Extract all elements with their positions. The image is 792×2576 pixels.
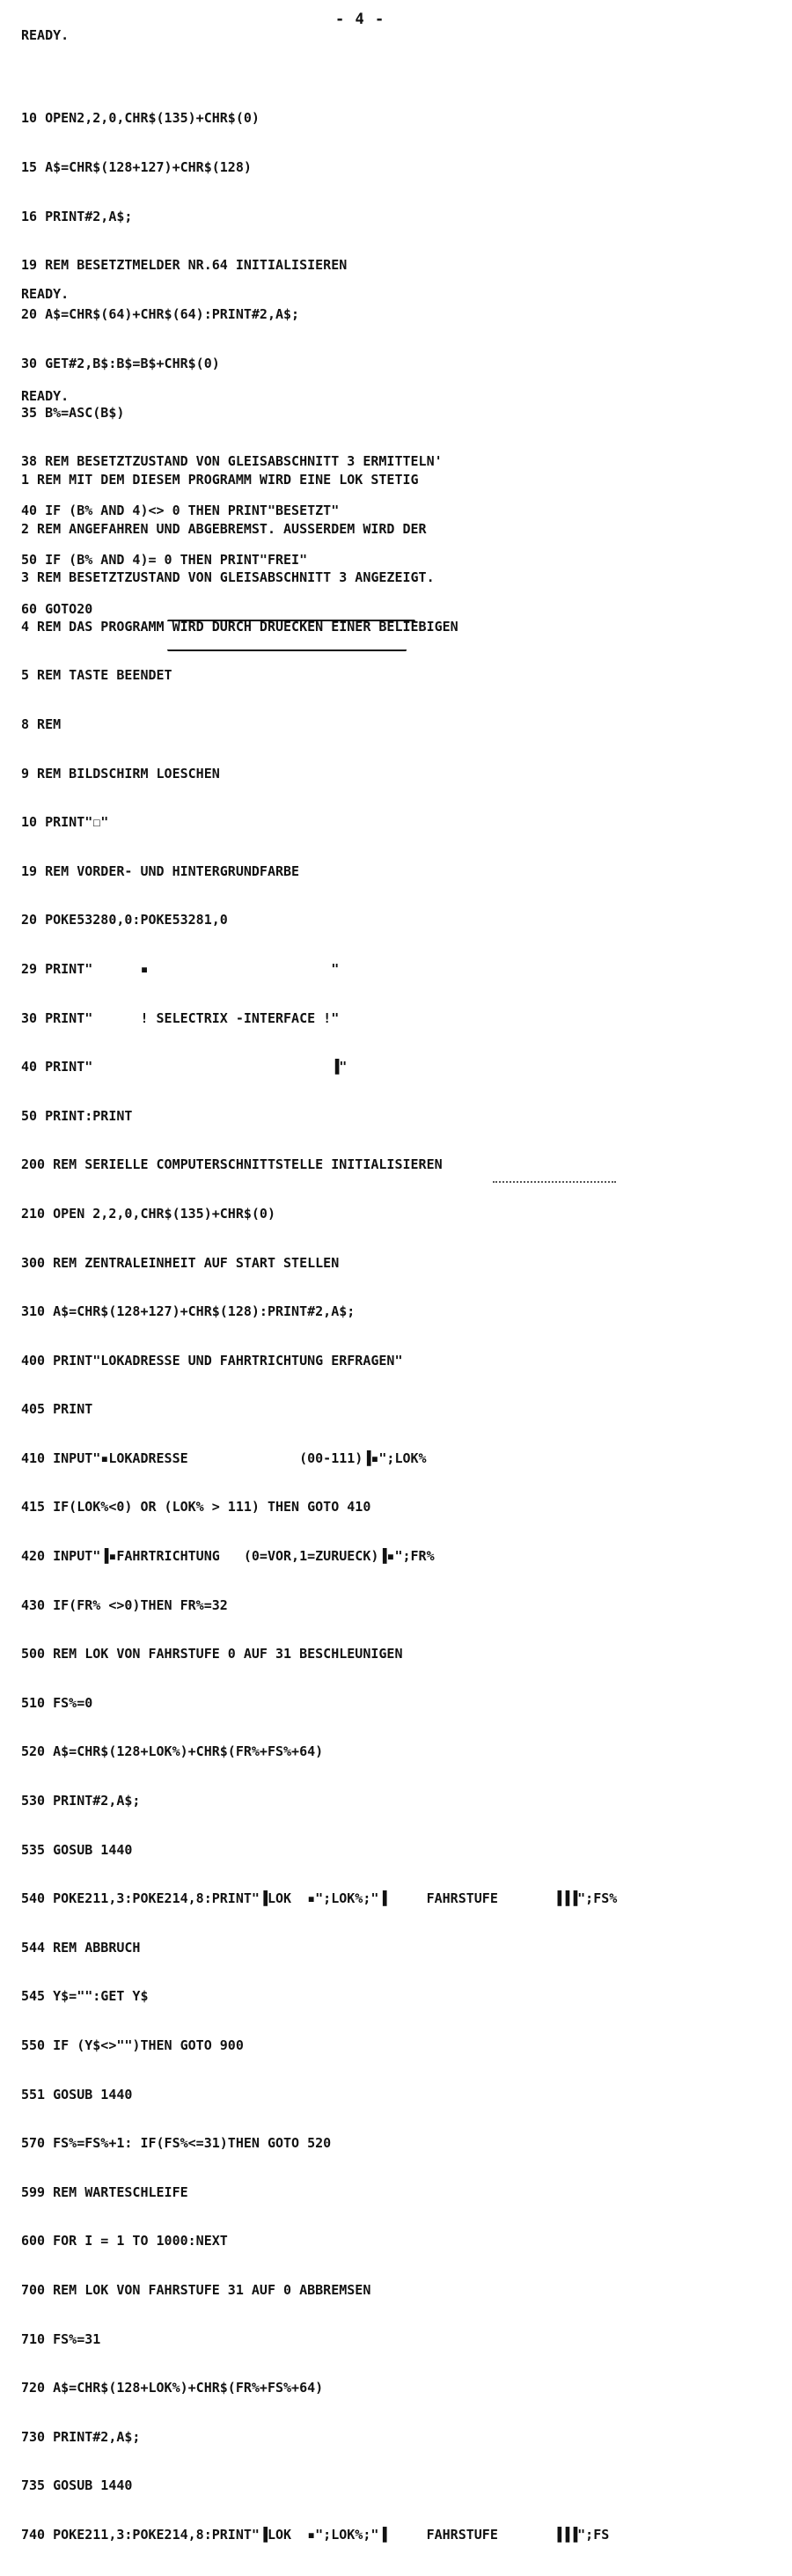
ready-prompt: READY.: [21, 27, 70, 43]
code-line: 30 PRINT" ! SELECTRIX -INTERFACE !": [21, 1009, 340, 1026]
code-line: 4 REM DAS PROGRAMM WIRD DURCH DRUECKEN EINER BELIEBIGEN: [21, 618, 458, 635]
code-line: 740 POKE211,3:POKE214,8:PRINT"▐LOK ▪";LOK%;"▐ FAHRSTUFE ▐▐▐";FS: [21, 2526, 610, 2543]
code-line: 570 FS%=FS%+1: IF(FS%<=31)THEN GOTO 520: [21, 2135, 332, 2152]
code-line: 520 A$=CHR$(128+LOK%)+CHR$(FR%+FS%+64): [21, 1743, 324, 1760]
code-line: 550 IF (Y$<>"")THEN GOTO 900: [21, 2037, 244, 2053]
code-line: 710 FS%=31: [21, 2330, 101, 2347]
code-line: 35 B%=ASC(B$): [21, 404, 125, 421]
code-line: 10 PRINT"☐": [21, 814, 109, 831]
code-line: 405 PRINT: [21, 1401, 93, 1418]
code-line: 15 A$=CHR$(128+127)+CHR$(128): [21, 158, 252, 175]
code-line: 38 REM BESETZTZUSTAND VON GLEISABSCHNITT 3 ERMITTELN': [21, 453, 443, 470]
code-line: 415 IF(LOK%<0) OR (LOK% > 111) THEN GOTO 410: [21, 1499, 371, 1516]
code-line: 29 PRINT" ▪ ": [21, 960, 340, 977]
interface-box-bottom-border: [167, 650, 407, 651]
code-line: 430 IF(FR% <>0)THEN FR%=32: [21, 1596, 228, 1613]
code-line: 2 REM ANGEFAHREN UND ABGEBREMST. AUSSERDEM WIRD DER: [21, 520, 427, 537]
code-line: 600 FOR I = 1 TO 1000:NEXT: [21, 2233, 228, 2249]
code-line: 410 INPUT"▪LOKADRESSE (00-111)▐▪";LOK%: [21, 1449, 427, 1466]
code-line: 735 GOSUB 1440: [21, 2477, 133, 2494]
code-line: 3 REM BESETZTZUSTAND VON GLEISABSCHNITT 3 ANGEZEIGT.: [21, 569, 435, 586]
code-line: 540 POKE211,3:POKE214,8:PRINT"▐LOK ▪";LOK%;"▐ FAHRSTUFE ▐▐▐";FS%: [21, 1890, 618, 1907]
code-line: 420 INPUT"▐▪FAHRTRICHTUNG (0=VOR,1=ZURUECK)▐▪";FR%: [21, 1548, 435, 1565]
code-line: 200 REM SERIELLE COMPUTERSCHNITTSTELLE INITIALISIEREN: [21, 1156, 443, 1173]
code-line: 730 PRINT#2,A$;: [21, 2428, 141, 2445]
code-line: 50 PRINT:PRINT: [21, 1107, 133, 1124]
code-line: 300 REM ZENTRALEINHEIT AUF START STELLEN: [21, 1254, 340, 1271]
code-line: 544 REM ABBRUCH: [21, 1939, 141, 1956]
code-line: 9 REM BILDSCHIRM LOESCHEN: [21, 765, 220, 782]
code-line: 40 PRINT" ▐": [21, 1059, 348, 1075]
code-line: 1 REM MIT DEM DIESEM PROGRAMM WIRD EINE LOK STETIG: [21, 472, 419, 488]
code-line: 40 IF (B% AND 4)<> 0 THEN PRINT"BESETZT": [21, 503, 340, 518]
code-line: 535 GOSUB 1440: [21, 1841, 133, 1858]
code-line: 530 PRINT#2,A$;: [21, 1793, 141, 1809]
code-line: 310 A$=CHR$(128+127)+CHR$(128):PRINT#2,A$;: [21, 1303, 356, 1320]
code-line: 16 PRINT#2,A$;: [21, 208, 133, 224]
code-line: 700 REM LOK VON FAHRSTUFE 31 AUF 0 ABBREMSEN: [21, 2281, 371, 2298]
interface-box-top-border: [167, 620, 415, 621]
code-line: 510 FS%=0: [21, 1694, 93, 1711]
code-line: 210 OPEN 2,2,0,CHR$(135)+CHR$(0): [21, 1205, 275, 1222]
code-line: 50 IF (B% AND 4)= 0 THEN PRINT"FREI": [21, 551, 308, 568]
code-line: 8 REM: [21, 716, 62, 732]
code-line: 551 GOSUB 1440: [21, 2086, 133, 2103]
program-listing-2: [21, 440, 617, 2576]
ready-prompt: READY.: [21, 388, 70, 404]
code-line: 500 REM LOK VON FAHRSTUFE 0 AUF 31 BESCHLEUNIGEN: [21, 1646, 403, 1662]
ready-prompt: READY.: [21, 286, 70, 302]
code-line: 10 OPEN2,2,0,CHR$(135)+CHR$(0): [21, 110, 260, 126]
code-line: 20 A$=CHR$(64)+CHR$(64):PRINT#2,A$;: [21, 306, 300, 322]
code-line: 60 GOTO20: [21, 600, 93, 617]
scan-artifact: [493, 1181, 616, 1185]
code-line: 19 REM BESETZTMELDER NR.64 INITIALISIEREN: [21, 257, 348, 274]
code-line: 19 REM VORDER- UND HINTERGRUNDFARBE: [21, 862, 300, 879]
code-line: 720 A$=CHR$(128+LOK%)+CHR$(FR%+FS%+64): [21, 2380, 324, 2396]
code-line: 599 REM WARTESCHLEIFE: [21, 2183, 188, 2200]
page-number: - 4 -: [335, 11, 385, 28]
code-line: 400 PRINT"LOKADRESSE UND FAHRTRICHTUNG ERFRAGEN": [21, 1352, 403, 1369]
code-line: 5 REM TASTE BEENDET: [21, 667, 172, 684]
code-line: 20 POKE53280,0:POKE53281,0: [21, 912, 228, 928]
code-line: 30 GET#2,B$:B$=B$+CHR$(0): [21, 355, 220, 371]
code-line: 545 Y$="":GET Y$: [21, 1988, 149, 2005]
